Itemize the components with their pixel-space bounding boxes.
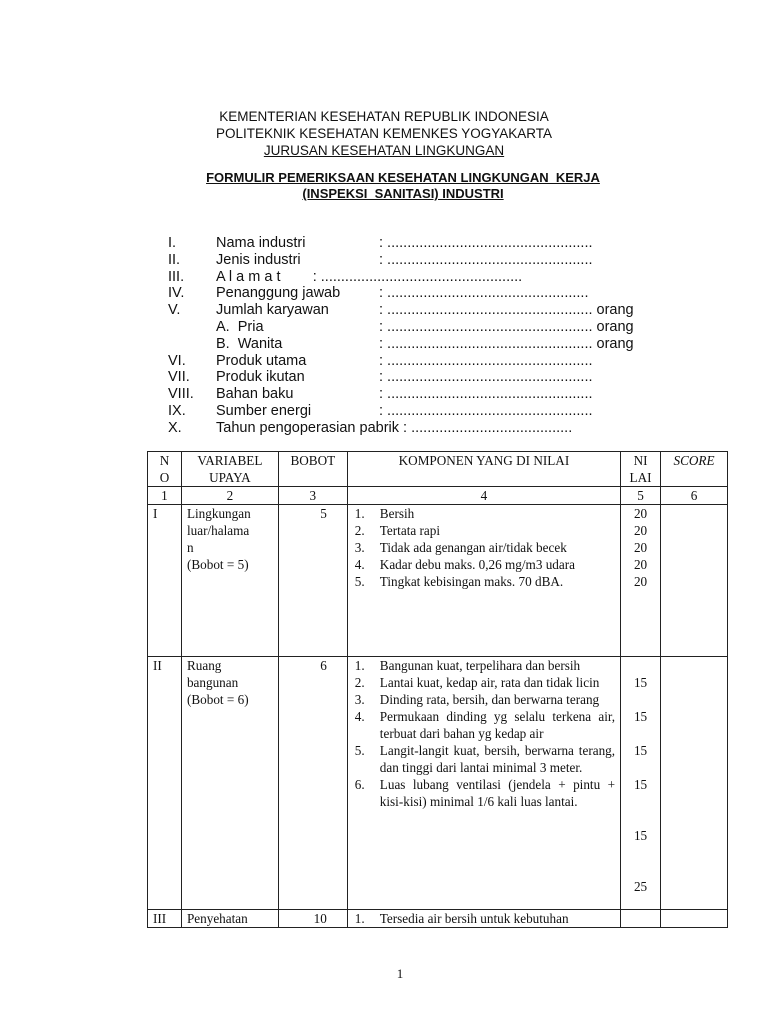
header-line-1: KEMENTERIAN KESEHATAN REPUBLIK INDONESIA — [219, 109, 549, 124]
identity-value-wrap — [379, 420, 383, 437]
row-no — [148, 657, 182, 910]
identity-label: Penanggung jawab — [216, 285, 341, 302]
header-score: SCORE — [661, 452, 728, 487]
identity-number: IX. — [168, 402, 186, 419]
identity-label: Sumber energi — [216, 402, 312, 419]
row-nilai-text: 15 15 15 15 15 25 — [633, 675, 648, 894]
identity-value-wrap — [379, 353, 597, 370]
row-nilai — [621, 505, 661, 657]
komponen-item-number: 5. — [354, 574, 365, 589]
table-index-row — [148, 487, 728, 505]
identity-value-wrap — [379, 285, 593, 302]
komponen-list — [353, 910, 615, 927]
row-variabel — [181, 910, 278, 928]
row-no-text: III — [153, 911, 167, 926]
form-title-line-1: FORMULIR PEMERIKSAAN KESEHATAN LINGKUNGAN KERJA — [206, 170, 600, 185]
row-score-field[interactable] — [661, 910, 728, 928]
komponen-item — [353, 691, 615, 708]
row-no-text: II — [153, 658, 162, 673]
index-cell: 6 — [661, 487, 728, 505]
komponen-item-number: 1. — [354, 658, 365, 673]
identity-number: VII. — [168, 369, 190, 386]
header-no: N O — [148, 452, 182, 487]
table-row — [148, 505, 728, 657]
komponen-item-number: 3. — [354, 540, 365, 555]
komponen-list — [353, 657, 615, 810]
index-cell: 1 — [148, 487, 182, 505]
identity-value-wrap — [379, 235, 597, 252]
identity-label: B. Wanita — [216, 335, 283, 352]
row-score-field[interactable] — [661, 505, 728, 657]
komponen-list — [353, 505, 615, 590]
identity-number: VIII. — [168, 386, 194, 403]
identity-value-wrap — [379, 386, 597, 403]
identity-value-wrap — [379, 369, 597, 386]
row-nilai — [621, 910, 661, 928]
komponen-item-number: 1. — [354, 911, 365, 926]
identity-value-field[interactable]: : ................................................... — [379, 402, 593, 419]
identity-number: V. — [168, 302, 181, 319]
komponen-item-text: Dinding rata, bersih, dan berwarna terang — [379, 692, 600, 707]
row-variabel-text: Lingkungan luar/halama n (Bobot = 5) — [186, 506, 251, 572]
row-komponen — [347, 910, 620, 928]
komponen-item — [353, 742, 615, 776]
identity-value-field[interactable]: : ................................................... — [379, 386, 593, 403]
komponen-item-text: Tersedia air bersih untuk kebutuhan — [379, 911, 569, 926]
row-nilai — [621, 657, 661, 910]
identity-value-wrap — [379, 252, 597, 269]
row-bobot — [278, 657, 347, 910]
ministry-header — [0, 108, 768, 159]
identity-value-field[interactable]: : .................................................. — [379, 285, 589, 302]
row-bobot-text: 6 — [320, 658, 327, 673]
komponen-item-text: Kadar debu maks. 0,26 mg/m3 udara — [379, 557, 575, 572]
identity-value-field[interactable]: : ................................................... — [379, 352, 593, 369]
identity-label: Jenis industri — [216, 251, 301, 268]
komponen-item-text: Tidak ada genangan air/tidak becek — [379, 540, 567, 555]
komponen-item-number: 2. — [354, 675, 365, 690]
identity-value-field[interactable]: : ................................................... — [379, 318, 593, 335]
identity-unit: orang — [596, 302, 634, 319]
identity-value-wrap — [379, 319, 634, 336]
row-score-field[interactable] — [661, 657, 728, 910]
komponen-item-text: Langit-langit kuat, bersih, berwarna terang, dan tinggi dari lantai minimal 3 meter. — [379, 743, 616, 775]
row-variabel — [181, 657, 278, 910]
identity-value-wrap — [379, 403, 597, 420]
identity-value-wrap — [379, 269, 383, 286]
index-cell: 4 — [347, 487, 620, 505]
komponen-item — [353, 657, 615, 674]
komponen-item — [353, 556, 615, 573]
identity-number: VI. — [168, 352, 186, 369]
identity-unit: orang — [596, 318, 634, 335]
identity-value-field[interactable]: : ................................................... — [379, 235, 593, 251]
komponen-item-text: Permukaan dinding yg selalu terkena air, terbuat dari bahan yg kedap air — [379, 709, 616, 741]
page-number: 1 — [396, 966, 404, 981]
komponen-item-number: 5. — [354, 743, 365, 758]
row-komponen — [347, 505, 620, 657]
identity-label: Bahan baku — [216, 386, 294, 403]
identity-label: Tahun pengoperasian pabrik : ........................................ — [216, 419, 573, 436]
identity-label: Produk utama — [216, 352, 307, 369]
komponen-item-number: 6. — [354, 777, 365, 792]
komponen-item — [353, 573, 615, 590]
form-title-line-2: (INSPEKSI SANITASI) INDUSTRI — [302, 186, 504, 201]
identity-value-field[interactable]: : ................................................... — [379, 302, 593, 319]
table-row — [148, 910, 728, 928]
row-bobot — [278, 505, 347, 657]
index-cell: 3 — [278, 487, 347, 505]
komponen-item-number: 1. — [354, 506, 365, 521]
identity-label: A l a m a t : .................................................. — [216, 268, 523, 285]
komponen-item — [353, 910, 615, 927]
header-komponen: KOMPONEN YANG DI NILAI — [347, 452, 620, 487]
identity-value-wrap — [379, 336, 634, 353]
row-bobot-text: 10 — [313, 911, 327, 926]
identity-number: X. — [168, 419, 182, 436]
header-nilai: NI LAI — [621, 452, 661, 487]
komponen-item-number: 2. — [354, 523, 365, 538]
identity-label: A. Pria — [216, 318, 264, 335]
komponen-item-text: Bangunan kuat, terpelihara dan bersih — [379, 658, 581, 673]
row-no-text: I — [153, 506, 158, 521]
komponen-item-number: 4. — [354, 557, 365, 572]
komponen-item-number: 4. — [354, 709, 365, 724]
komponen-item-text: Lantai kuat, kedap air, rata dan tidak licin — [379, 675, 600, 690]
komponen-item — [353, 776, 615, 810]
index-cell: 5 — [621, 487, 661, 505]
identity-label: Jumlah karyawan — [216, 302, 329, 319]
inspection-table — [147, 451, 728, 928]
index-cell: 2 — [181, 487, 278, 505]
komponen-item-text: Luas lubang ventilasi (jendela + pintu + kisi-kisi) minimal 1/6 kali luas lantai. — [379, 777, 616, 809]
row-no — [148, 505, 182, 657]
komponen-item-text: Tingkat kebisingan maks. 70 dBA. — [379, 574, 564, 589]
identity-number: II. — [168, 251, 181, 268]
komponen-item — [353, 674, 615, 691]
table-header-row — [148, 452, 728, 487]
header-bobot: BOBOT — [278, 452, 347, 487]
identity-label: Nama industri — [216, 235, 306, 251]
header-line-3: JURUSAN KESEHATAN LINGKUNGAN — [263, 143, 505, 158]
row-no — [148, 910, 182, 928]
komponen-item — [353, 708, 615, 742]
komponen-item-text: Bersih — [379, 506, 415, 521]
identity-number: IV. — [168, 285, 185, 302]
komponen-item — [353, 522, 615, 539]
identity-value-field[interactable]: : ................................................... — [379, 369, 593, 386]
identity-value-wrap — [379, 302, 634, 319]
row-bobot — [278, 910, 347, 928]
row-komponen — [347, 657, 620, 910]
komponen-item-text: Tertata rapi — [379, 523, 441, 538]
form-title — [0, 170, 768, 202]
komponen-item-number: 3. — [354, 692, 365, 707]
komponen-item — [353, 505, 615, 522]
identity-number: I. — [168, 235, 177, 251]
identity-label: Produk ikutan — [216, 369, 305, 386]
identity-number: III. — [168, 268, 185, 285]
header-variabel: VARIABEL UPAYA — [181, 452, 278, 487]
row-variabel — [181, 505, 278, 657]
header-line-2: POLITEKNIK KESEHATAN KEMENKES YOGYAKARTA — [215, 126, 553, 141]
row-bobot-text: 5 — [320, 506, 327, 521]
komponen-item — [353, 539, 615, 556]
identity-value-field[interactable]: : ................................................... — [379, 335, 593, 352]
table-row — [148, 657, 728, 910]
row-nilai-text: 20 20 20 20 20 — [633, 506, 648, 589]
identity-value-field[interactable]: : ................................................... — [379, 251, 593, 268]
row-variabel-text: Ruang bangunan (Bobot = 6) — [186, 658, 249, 707]
row-variabel-text: Penyehatan — [186, 911, 248, 926]
identity-unit: orang — [596, 335, 634, 352]
